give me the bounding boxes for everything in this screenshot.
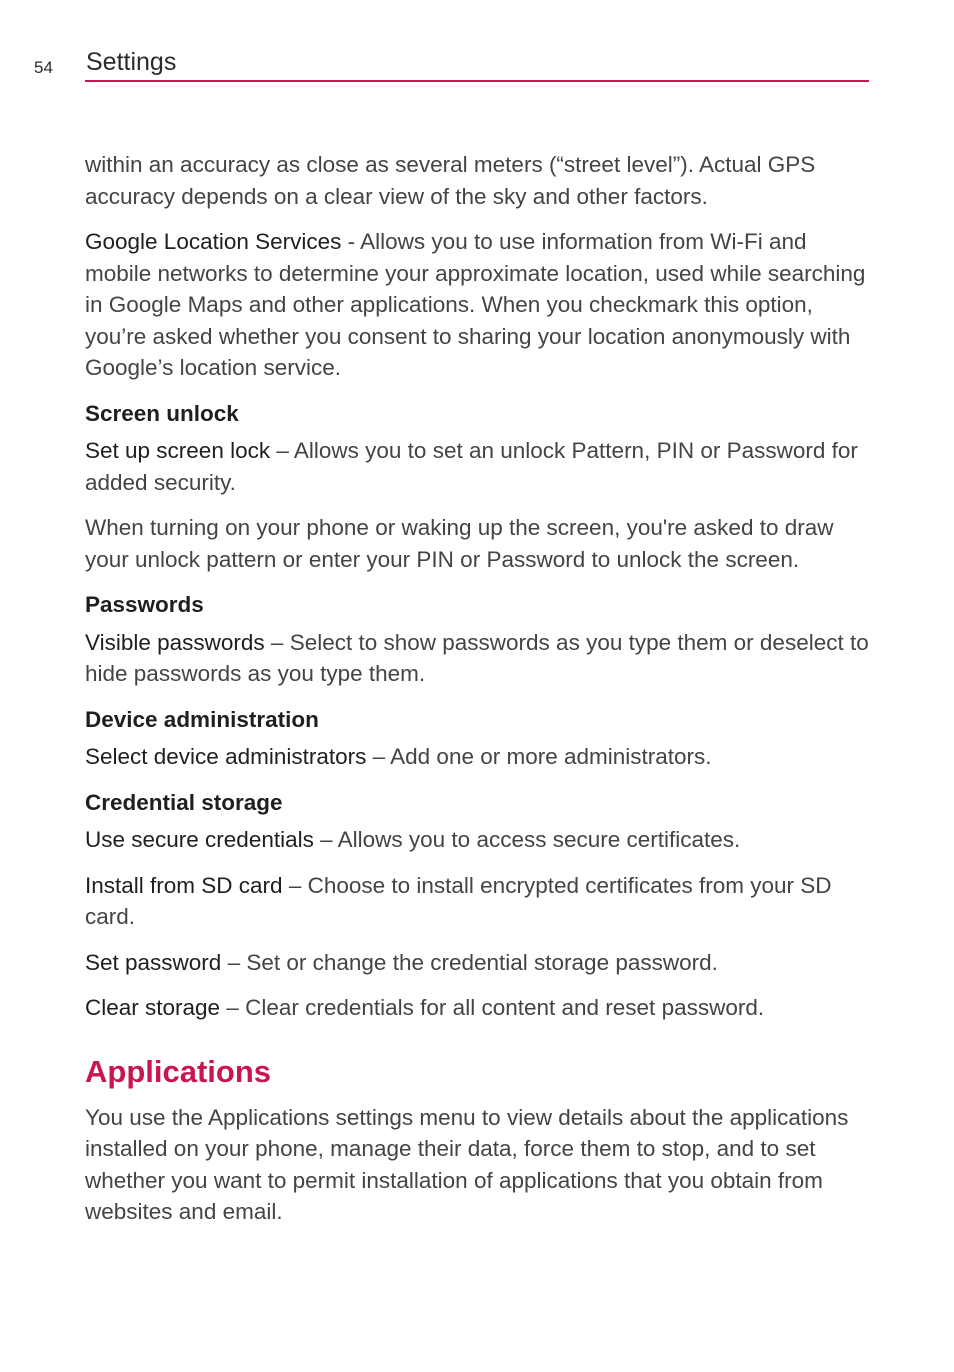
select-device-administrators-description: – Add one or more administrators. bbox=[366, 744, 712, 769]
screen-unlock-heading: Screen unlock bbox=[85, 400, 239, 426]
applications-paragraph: You use the Applications settings menu to view details about the applications installed on your phone, manage their data, force them to stop, and to set whether you want to permit installation of applications that you obtain from websites and email. bbox=[85, 1104, 849, 1224]
set-up-screen-lock-term: Set up screen lock bbox=[85, 438, 271, 463]
install-from-sd-card-entry bbox=[85, 870, 875, 933]
install-from-sd-card-description: – Choose to install encrypted certificates from your SD card. bbox=[85, 872, 832, 929]
intro-paragraph: within an accuracy as close as several meters (“street level”). Actual GPS accuracy depends on a clear view of the sky and other factors. bbox=[85, 152, 816, 209]
page-content bbox=[85, 149, 875, 1242]
passwords-heading: Passwords bbox=[85, 592, 204, 617]
visible-passwords-description: – Select to show passwords as you type them or deselect to hide passwords as you type them. bbox=[85, 629, 869, 686]
google-location-services-term: Google Location Services bbox=[85, 229, 342, 254]
use-secure-credentials-term: Use secure credentials bbox=[85, 827, 314, 852]
applications-heading: Applications bbox=[85, 1053, 272, 1089]
select-device-administrators-entry bbox=[85, 741, 875, 773]
google-location-services-description: - Allows you to use information from Wi-Fi and mobile networks to determine your approximate location, used while searching in Google Maps and other applications. When you checkmark this option, you’re asked whether you consent to sharing your location anonymously with Google’s location service. bbox=[85, 229, 866, 380]
set-password-entry bbox=[85, 947, 875, 979]
clear-storage-term: Clear storage bbox=[85, 995, 221, 1020]
set-up-screen-lock-entry bbox=[85, 435, 875, 498]
page-number: 54 bbox=[34, 58, 53, 77]
set-password-description: – Set or change the credential storage password. bbox=[221, 949, 718, 975]
header-divider bbox=[85, 80, 869, 82]
screen-unlock-note: When turning on your phone or waking up the screen, you're asked to draw your unlock pattern or enter your PIN or Password to unlock the screen. bbox=[85, 515, 834, 572]
use-secure-credentials-entry bbox=[85, 824, 875, 856]
clear-storage-entry bbox=[85, 992, 875, 1024]
use-secure-credentials-description: – Allows you to access secure certificates. bbox=[313, 827, 741, 852]
visible-passwords-term: Visible passwords bbox=[85, 629, 265, 655]
device-administration-heading: Device administration bbox=[85, 706, 319, 732]
clear-storage-description: – Clear credentials for all content and reset password. bbox=[220, 995, 765, 1020]
select-device-administrators-term: Select device administrators bbox=[85, 744, 367, 769]
install-from-sd-card-term: Install from SD card bbox=[85, 872, 283, 898]
set-up-screen-lock-description: – Allows you to set an unlock Pattern, PIN or Password for added security. bbox=[85, 438, 858, 495]
google-location-services-entry bbox=[85, 226, 875, 384]
credential-storage-heading: Credential storage bbox=[85, 789, 283, 815]
section-title: Settings bbox=[86, 48, 177, 76]
set-password-term: Set password bbox=[85, 949, 222, 975]
visible-passwords-entry bbox=[85, 627, 875, 690]
